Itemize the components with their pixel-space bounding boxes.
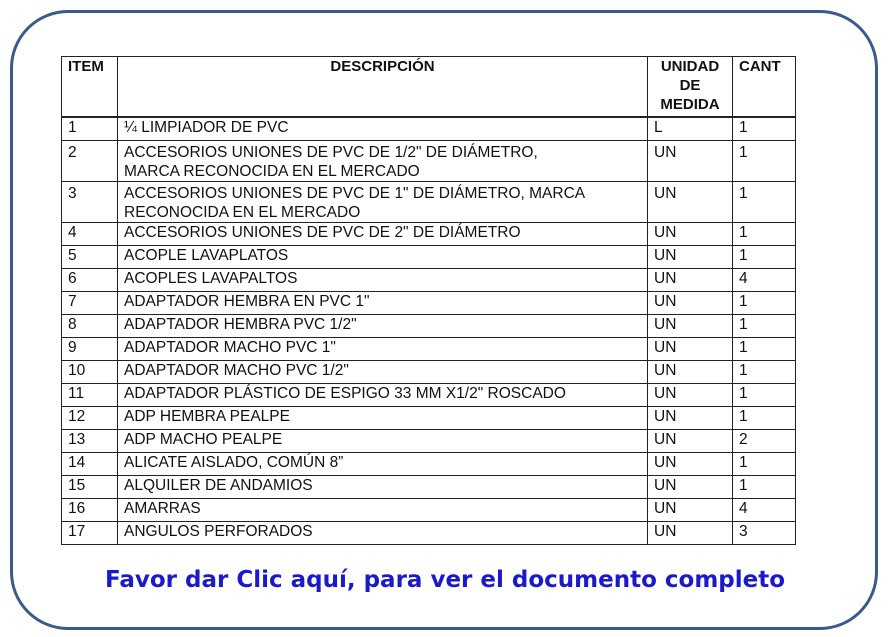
row-unit: UN <box>648 476 733 499</box>
row-quantity: 1 <box>733 338 796 361</box>
row-description: ADAPTADOR MACHO PVC 1/2" <box>118 361 648 384</box>
row-description: ADAPTADOR PLÁSTICO DE ESPIGO 33 MM X1/2" ROSCADO <box>118 384 648 407</box>
row-item-number: 8 <box>62 315 118 338</box>
header-qty: CANT <box>733 57 796 118</box>
row-item-number: 13 <box>62 430 118 453</box>
row-quantity: 1 <box>733 117 796 141</box>
table-row <box>62 315 796 338</box>
row-item-number: 14 <box>62 453 118 476</box>
row-description: ACOPLES LAVAPALTOS <box>118 269 648 292</box>
header-unit-line: DE <box>679 77 701 94</box>
table-body <box>62 117 796 545</box>
row-description: ANGULOS PERFORADOS <box>118 522 648 545</box>
row-unit: UN <box>648 182 733 223</box>
row-unit: UN <box>648 269 733 292</box>
header-unit <box>648 57 733 118</box>
row-quantity: 1 <box>733 141 796 182</box>
row-unit: UN <box>648 430 733 453</box>
row-quantity: 1 <box>733 384 796 407</box>
row-unit: UN <box>648 223 733 246</box>
table-row <box>62 430 796 453</box>
row-unit: UN <box>648 522 733 545</box>
row-unit: L <box>648 117 733 141</box>
table-row <box>62 141 796 182</box>
table-row <box>62 361 796 384</box>
row-item-number: 5 <box>62 246 118 269</box>
row-item-number: 15 <box>62 476 118 499</box>
row-item-number: 12 <box>62 407 118 430</box>
row-unit: UN <box>648 499 733 522</box>
row-item-number: 9 <box>62 338 118 361</box>
row-description: ADAPTADOR HEMBRA EN PVC 1" <box>118 292 648 315</box>
table-row <box>62 522 796 545</box>
row-unit: UN <box>648 292 733 315</box>
table-row <box>62 223 796 246</box>
row-unit: UN <box>648 338 733 361</box>
row-description: ACOPLE LAVAPLATOS <box>118 246 648 269</box>
table-row <box>62 117 796 141</box>
row-quantity: 4 <box>733 499 796 522</box>
row-description: ADAPTADOR MACHO PVC 1" <box>118 338 648 361</box>
table-row <box>62 476 796 499</box>
header-description: DESCRIPCIÓN <box>118 57 648 118</box>
table-row <box>62 269 796 292</box>
table-row <box>62 338 796 361</box>
table-row <box>62 182 796 223</box>
table-row <box>62 453 796 476</box>
row-quantity: 1 <box>733 407 796 430</box>
row-unit: UN <box>648 407 733 430</box>
row-item-number: 4 <box>62 223 118 246</box>
row-quantity: 3 <box>733 522 796 545</box>
row-description: ¼ LIMPIADOR DE PVC <box>118 117 648 141</box>
row-description: ACCESORIOS UNIONES DE PVC DE 2" DE DIÁMETRO <box>118 223 648 246</box>
row-unit: UN <box>648 246 733 269</box>
table-row <box>62 246 796 269</box>
table-row <box>62 292 796 315</box>
table-row <box>62 499 796 522</box>
row-quantity: 1 <box>733 361 796 384</box>
view-full-document-link[interactable]: Favor dar Clic aquí, para ver el documento completo <box>104 567 786 593</box>
row-item-number: 6 <box>62 269 118 292</box>
row-item-number: 11 <box>62 384 118 407</box>
row-quantity: 1 <box>733 476 796 499</box>
row-description: ADP HEMBRA PEALPE <box>118 407 648 430</box>
row-item-number: 10 <box>62 361 118 384</box>
row-quantity: 1 <box>733 223 796 246</box>
row-quantity: 1 <box>733 182 796 223</box>
table-header-row <box>62 57 796 118</box>
row-quantity: 2 <box>733 430 796 453</box>
row-description: ACCESORIOS UNIONES DE PVC DE 1" DE DIÁMETRO, MARCA RECONOCIDA EN EL MERCADO <box>118 182 648 223</box>
row-description: ALICATE AISLADO, COMÚN 8” <box>118 453 648 476</box>
row-quantity: 1 <box>733 246 796 269</box>
row-quantity: 4 <box>733 269 796 292</box>
row-item-number: 16 <box>62 499 118 522</box>
row-unit: UN <box>648 141 733 182</box>
row-unit: UN <box>648 453 733 476</box>
row-quantity: 1 <box>733 453 796 476</box>
header-item: ITEM <box>62 57 118 118</box>
row-item-number: 2 <box>62 141 118 182</box>
header-unit-line: MEDIDA <box>660 96 720 113</box>
row-description: AMARRAS <box>118 499 648 522</box>
header-unit-line: UNIDAD <box>660 58 720 75</box>
row-unit: UN <box>648 384 733 407</box>
row-quantity: 1 <box>733 292 796 315</box>
row-description: ACCESORIOS UNIONES DE PVC DE 1/2" DE DIÁMETRO, MARCA RECONOCIDA EN EL MERCADO <box>118 141 648 182</box>
row-unit: UN <box>648 361 733 384</box>
row-item-number: 3 <box>62 182 118 223</box>
table-row <box>62 407 796 430</box>
table-row <box>62 384 796 407</box>
row-description: ADP MACHO PEALPE <box>118 430 648 453</box>
row-item-number: 17 <box>62 522 118 545</box>
row-quantity: 1 <box>733 315 796 338</box>
row-item-number: 7 <box>62 292 118 315</box>
row-item-number: 1 <box>62 117 118 141</box>
items-table <box>61 56 796 545</box>
row-description: ADAPTADOR HEMBRA PVC 1/2" <box>118 315 648 338</box>
row-description: ALQUILER DE ANDAMIOS <box>118 476 648 499</box>
row-unit: UN <box>648 315 733 338</box>
